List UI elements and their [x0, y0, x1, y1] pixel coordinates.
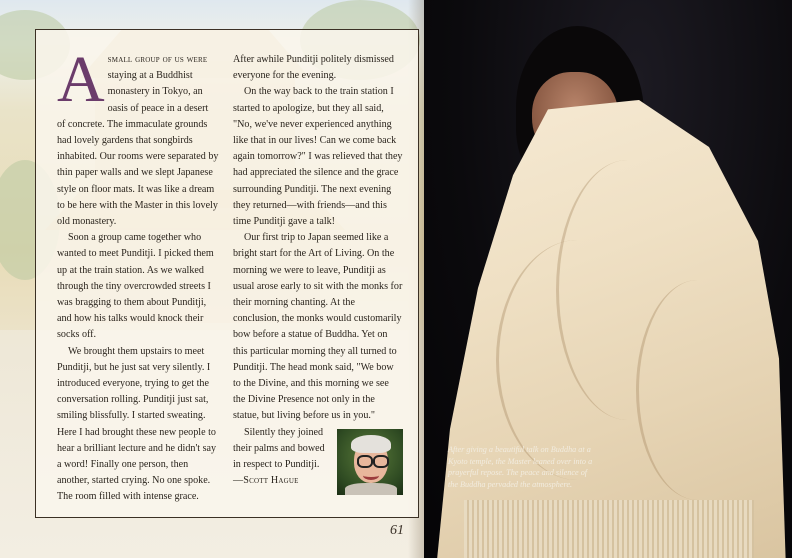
text-column-left: [57, 43, 219, 506]
article-panel: [35, 29, 419, 518]
paragraph: Soon a group came together who wanted to meet Punditji. I picked them up at the train station. As we walked through the tiny overcrowded streets I was bragging to them about Punditji, and how his talks would knock their socks off.: [57, 232, 214, 341]
lead-in-smallcaps: small group of us were: [107, 54, 208, 65]
portrait-smile: [363, 471, 379, 480]
shawl-fringe: [464, 500, 754, 558]
master-photo: [424, 0, 792, 558]
paragraph: After awhile Punditji politely dismissed everyone for the evening.: [233, 54, 394, 82]
paragraph: Our first trip to Japan seemed like a bright start for the Art of Living. On the morning we were to leave, Punditji as usual arose early to sit with the monks for their morning chanting. At the conclusion, the monks would customarily bow before a statue of Buddha. Yet on this particular morning they all turned to Punditji. The head monk said, "We bow to the Divine, and this morning we see the Divine Presence not only in the statue, but living before us in you.": [233, 232, 403, 422]
paragraph: Silently they joined their palms and bowed in respect to Punditji.: [233, 426, 325, 471]
glasses-icon: [373, 455, 389, 468]
paragraph: We brought them upstairs to meet Punditji, but he just sat very silently. I introduced everyone, trying to get the conversation rolling. Punditji just sat, smiling blissfully. I started sweating. Here I had brought these new people to hear a brilliant lecture and he didn't say a word! Finally one person, then another, started crying. No one spoke. The room filled with intense grace.: [57, 345, 217, 503]
paragraph-text: staying at a Buddhist monastery in Tokyo, an oasis of peace in a desert of concrete. The immaculate grounds had lovely gardens that songbirds inhabited. Our rooms were separated by thin paper walls and we slept Japanese style on floor mats. It was like a dream to be here with the Master in this lovely old monastery.: [57, 70, 219, 228]
glasses-icon: [357, 455, 373, 468]
paragraph: [57, 43, 219, 230]
photo-caption: After giving a beautiful talk on Buddha at a Kyoto temple, the Master leaned over into a prayerful repose. The peace and silence of the Buddha pervaded the atmosphere.: [448, 445, 593, 489]
portrait-shirt: [345, 483, 397, 495]
page-number: 61: [390, 523, 404, 538]
author-portrait: [337, 429, 403, 495]
author-signature: —Scott Hague: [233, 475, 299, 487]
shawl-fold: [636, 280, 759, 500]
paragraph: On the way back to the train station I started to apologize, but they all said, "No, we've never experienced anything like that in our lives! Can we come back again tomorrow?" I was relieved that they had appreciated the silence and the grace surrounding Punditji. The next evening they returned—with friends—and this time Punditji gave a talk!: [233, 86, 403, 228]
portrait-hair: [351, 435, 391, 453]
text-column-right: [233, 52, 403, 497]
drop-cap: A: [57, 43, 105, 116]
